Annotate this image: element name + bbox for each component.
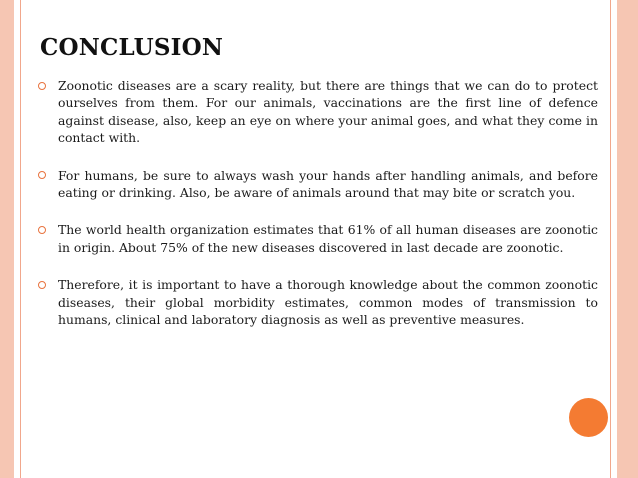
left-frame-line (20, 0, 21, 478)
bullet-text: For humans, be sure to always wash your hands after handling animals, and before eating or drinking. Also, be aware of animals around that may bite or scratch you. (58, 167, 598, 201)
accent-circle (569, 398, 608, 437)
bullet-marker-icon (38, 226, 46, 234)
bullet-marker-icon (38, 82, 46, 90)
bullet-text: The world health organization estimates that 61% of all human diseases are zoonotic in origin. About 75% of the new diseases discovered in last decade are zoonotic. (58, 222, 598, 255)
bullet-item (38, 276, 598, 328)
bullet-marker-icon (38, 281, 46, 289)
bullet-list (38, 77, 598, 328)
bullet-item (38, 77, 598, 147)
right-frame-band (617, 0, 638, 478)
bullet-text: Therefore, it is important to have a thorough knowledge about the common zoonotic diseases, their global morbidity estimates, common modes of transmission to humans, clinical and laboratory diagnosis as well as preventive measures. (58, 277, 598, 328)
slide-title: CONCLUSION (40, 34, 224, 61)
bullet-marker-icon (38, 171, 46, 179)
right-frame-line (610, 0, 611, 478)
left-frame-band (0, 0, 14, 478)
bullet-text: Zoonotic diseases are a scary reality, but there are things that we can do to protect ourselves from them. For our animals, vaccinations are the first line of defence against disease, also, keep an eye on where your animal goes, and what they come in contact with. (58, 78, 598, 146)
bullet-item (38, 167, 598, 202)
bullet-item (38, 221, 598, 256)
